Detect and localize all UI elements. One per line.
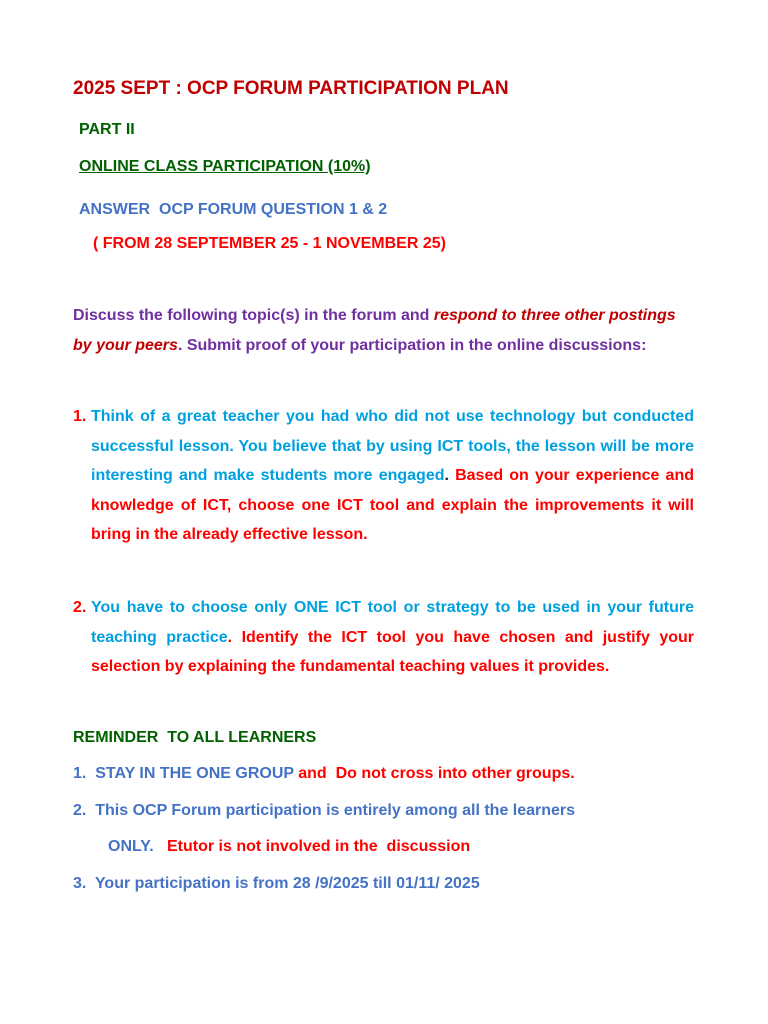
question-2-task: . Identify the ICT tool you have chosen and justify your selection by explaining the fundamental teaching values it provides. — [91, 628, 694, 675]
reminder-item-1-a: 1. STAY IN THE ONE GROUP — [73, 765, 299, 782]
reminder-item-3: 3. Your participation is from 28 /9/2025 till 01/11/ 2025 — [73, 875, 480, 892]
question-1-body — [91, 402, 694, 550]
answer-instruction: ANSWER OCP FORUM QUESTION 1 & 2 — [79, 201, 388, 218]
reminder-item-1 — [73, 765, 575, 783]
reminder-item-2: 2. This OCP Forum participation is entirely among all the learners — [73, 802, 576, 819]
intro-text-c: . Submit proof of your participation in the online discussions: — [177, 336, 647, 354]
section-heading: ONLINE CLASS PARTICIPATION (10%) — [79, 158, 371, 175]
reminder-heading: REMINDER TO ALL LEARNERS — [73, 729, 317, 746]
reminder-item-1-b: and Do not cross into other groups. — [298, 765, 575, 782]
question-1-task: Based on your experience and knowledge of ICT, choose one ICT tool and explain the improvements it will bring in the already effective lesson. — [91, 467, 695, 543]
reminder-item-2-continued — [108, 838, 470, 856]
question-1-context: Think of a great teacher you had who did not use technology but conducted successful lesson. You believe that by using ICT tools, the lesson will be more interesting and make students more engaged — [91, 408, 694, 484]
reminder-item-2-only: ONLY. — [108, 838, 167, 855]
question-2 — [73, 593, 694, 682]
question-2-context: You have to choose only ONE ICT tool or strategy to be used in your future teaching practice — [91, 599, 694, 646]
question-2-number: 2. — [73, 599, 87, 616]
question-1-period: . — [444, 467, 449, 484]
page-title: 2025 SEPT : OCP FORUM PARTICIPATION PLAN — [73, 78, 509, 99]
date-range: ( FROM 28 SEPTEMBER 25 - 1 NOVEMBER 25) — [93, 235, 446, 252]
intro-text-a: Discuss the following topic(s) in the forum and — [73, 307, 434, 324]
intro-paragraph — [73, 301, 693, 360]
question-1 — [73, 402, 694, 550]
intro-emphasis: respond to three other postings by your peers — [73, 307, 676, 354]
part-label: PART II — [79, 121, 135, 138]
reminder-item-2-etutor: Etutor is not involved in the discussion — [166, 838, 471, 855]
question-1-number: 1. — [73, 408, 87, 425]
question-2-body — [91, 593, 694, 682]
